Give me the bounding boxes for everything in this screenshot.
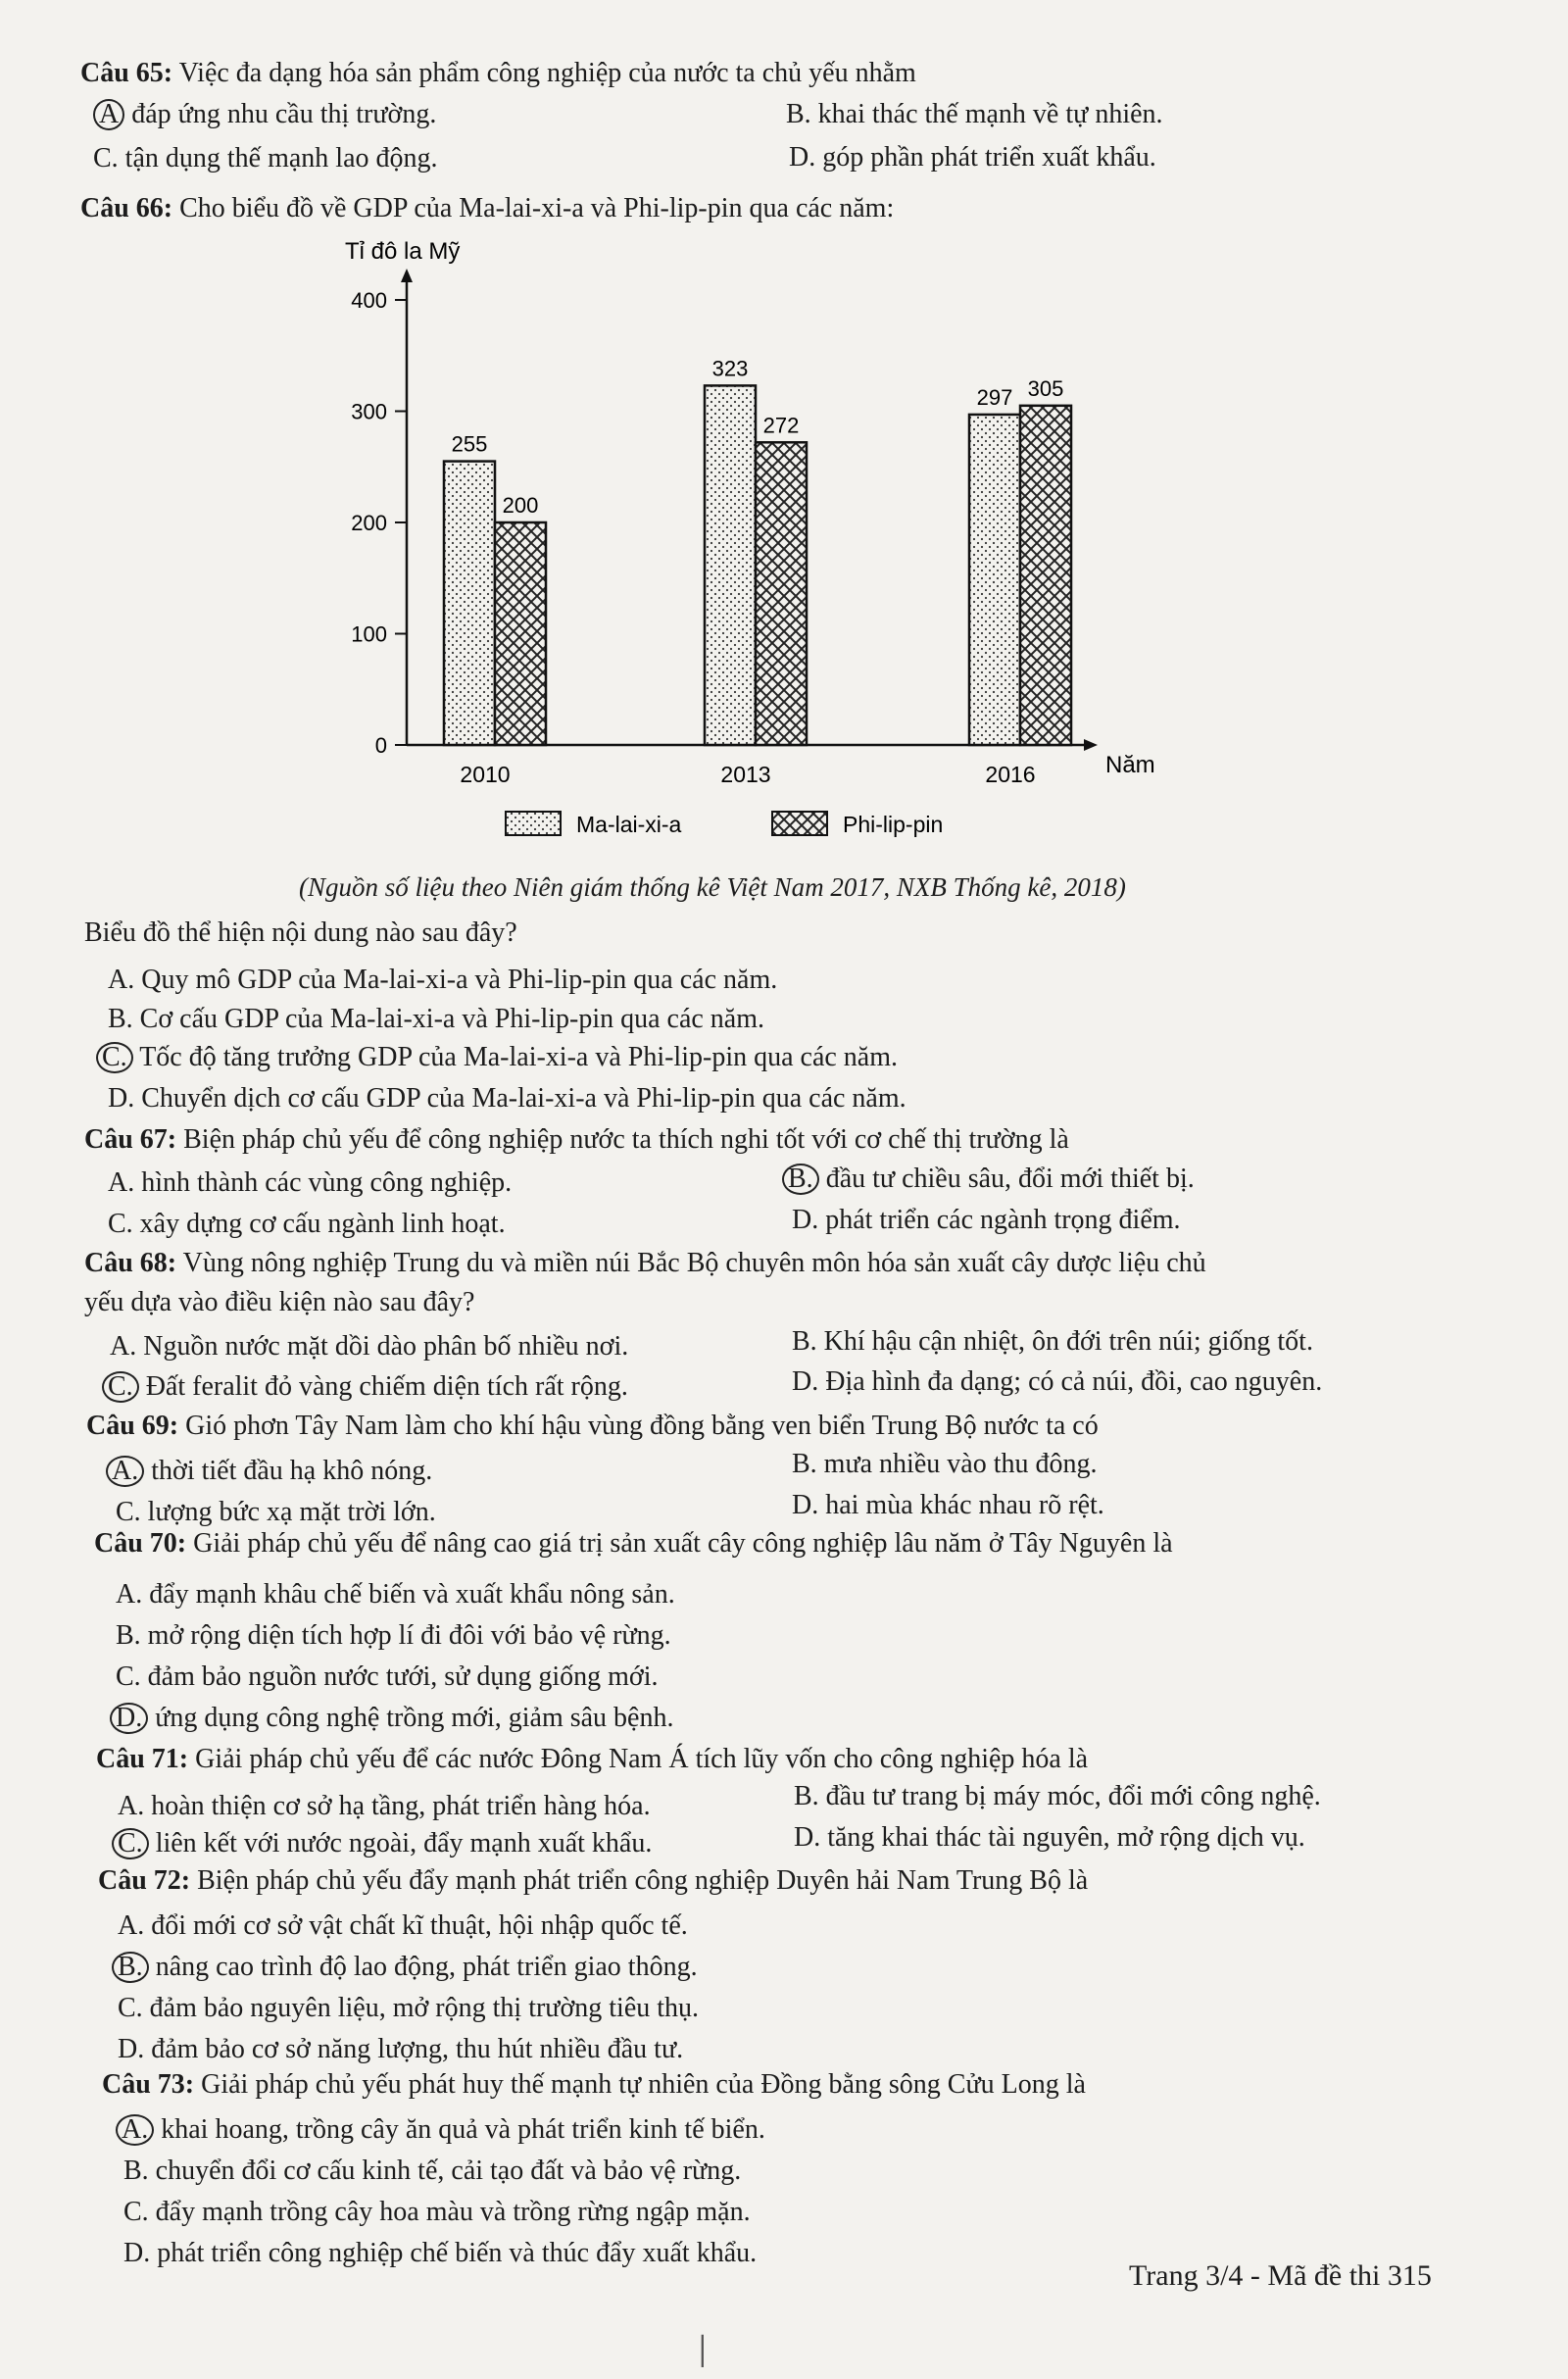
q72-stem: Câu 72: Biện pháp chủ yếu đẩy mạnh phát triển công nghiệp Duyên hải Nam Trung Bộ là bbox=[98, 1865, 1089, 1896]
bar-malaysia-2010 bbox=[444, 462, 495, 745]
legend-swatch bbox=[772, 812, 827, 835]
q68-option-a: A. Nguồn nước mặt dồi dào phân bố nhiều nơi. bbox=[110, 1331, 629, 1362]
q66-option-a: A. Quy mô GDP của Ma-lai-xi-a và Phi-lip-pin qua các năm. bbox=[108, 965, 778, 995]
x-tick-label: 2016 bbox=[985, 762, 1036, 787]
bar-value-label: 323 bbox=[711, 356, 749, 381]
bar-philippines-2010 bbox=[495, 522, 546, 745]
bars bbox=[444, 356, 1071, 745]
q73-option-c: C. đẩy mạnh trồng cây hoa màu và trồng rừng ngập mặn. bbox=[123, 2197, 751, 2227]
y-tick-label: 300 bbox=[351, 399, 387, 424]
answer-circle: C. bbox=[96, 1042, 133, 1073]
y-tick-label: 200 bbox=[351, 511, 387, 535]
bar-value-label: 255 bbox=[451, 431, 488, 457]
q70-option-a: A. đẩy mạnh khâu chế biến và xuất khẩu nông sản. bbox=[116, 1579, 675, 1610]
q70-option-b: B. mở rộng diện tích hợp lí đi đôi với bảo vệ rừng. bbox=[116, 1620, 671, 1651]
bar-value-label: 297 bbox=[976, 384, 1013, 410]
q67-option-a: A. hình thành các vùng công nghiệp. bbox=[108, 1167, 513, 1198]
q70-stem: Câu 70: Giải pháp chủ yếu để nâng cao giá trị sản xuất cây công nghiệp lâu năm ở Tây Nguyên là bbox=[94, 1528, 1173, 1559]
q68-option-d: D. Địa hình đa dạng; có cả núi, đồi, cao nguyên. bbox=[792, 1366, 1323, 1397]
q65-option-d: D. góp phần phát triển xuất khẩu. bbox=[789, 142, 1156, 173]
q65-option-c: C. tận dụng thế mạnh lao động. bbox=[93, 143, 438, 173]
q68-option-c: C. Đất feralit đỏ vàng chiếm diện tích rất rộng. bbox=[102, 1370, 628, 1404]
y-axis-label: Tỉ đô la Mỹ bbox=[345, 238, 461, 265]
q72-option-c: C. đảm bảo nguyên liệu, mở rộng thị trường tiêu thụ. bbox=[118, 1993, 700, 2023]
q71-option-a: A. hoàn thiện cơ sở hạ tầng, phát triển hàng hóa. bbox=[118, 1791, 651, 1821]
q71-option-d: D. tăng khai thác tài nguyên, mở rộng dịch vụ. bbox=[794, 1822, 1305, 1853]
answer-circle: B. bbox=[112, 1952, 149, 1983]
q70-option-d: D. ứng dụng công nghệ trồng mới, giảm sâu bệnh. bbox=[110, 1702, 673, 1735]
y-tick-label: 0 bbox=[374, 733, 387, 758]
q67-stem: Câu 67: Biện pháp chủ yếu để công nghiệp nước ta thích nghi tốt với cơ chế thị trường là bbox=[84, 1124, 1069, 1155]
gdp-bar-chart bbox=[314, 231, 1196, 859]
handwritten-mark: ǀ bbox=[698, 2326, 708, 2378]
legend-label: Ma-lai-xi-a bbox=[576, 812, 682, 837]
answer-circle: A bbox=[93, 99, 124, 130]
q72-option-b: B. nâng cao trình độ lao động, phát triển giao thông. bbox=[112, 1951, 698, 1984]
q70-option-c: C. đảm bảo nguồn nước tưới, sử dụng giống mới. bbox=[116, 1661, 659, 1692]
q66-ask: Biểu đồ thể hiện nội dung nào sau đây? bbox=[84, 917, 517, 948]
q72-option-d: D. đảm bảo cơ sở năng lượng, thu hút nhiều đầu tư. bbox=[118, 2034, 684, 2064]
y-tick-label: 100 bbox=[351, 621, 387, 647]
answer-circle: D. bbox=[110, 1703, 148, 1734]
q69-option-b: B. mưa nhiều vào thu đông. bbox=[792, 1449, 1098, 1479]
answer-circle: B. bbox=[782, 1164, 819, 1195]
x-axis-arrow bbox=[1084, 739, 1098, 751]
answer-circle: C. bbox=[102, 1371, 139, 1403]
page-footer: Trang 3/4 - Mã đề thi 315 bbox=[1129, 2259, 1432, 2292]
q73-stem: Câu 73: Giải pháp chủ yếu phát huy thế mạnh tự nhiên của Đồng bằng sông Cửu Long là bbox=[102, 2069, 1086, 2100]
q66-option-b: B. Cơ cấu GDP của Ma-lai-xi-a và Phi-lip-pin qua các năm. bbox=[108, 1004, 765, 1034]
q67-option-d: D. phát triển các ngành trọng điểm. bbox=[792, 1205, 1181, 1235]
answer-circle: A. bbox=[106, 1456, 144, 1487]
bar-philippines-2013 bbox=[756, 442, 807, 745]
bar-malaysia-2013 bbox=[705, 385, 756, 745]
legend-swatch bbox=[506, 812, 561, 835]
q73-option-a: A. khai hoang, trồng cây ăn quả và phát triển kinh tế biển. bbox=[116, 2113, 765, 2147]
y-axis-arrow bbox=[401, 269, 413, 282]
y-tick-label: 400 bbox=[351, 288, 387, 313]
q68-option-b: B. Khí hậu cận nhiệt, ôn đới trên núi; giống tốt. bbox=[792, 1326, 1313, 1357]
q66-option-d: D. Chuyển dịch cơ cấu GDP của Ma-lai-xi-a và Phi-lip-pin qua các năm. bbox=[108, 1083, 906, 1114]
q67-option-b: B. đầu tư chiều sâu, đổi mới thiết bị. bbox=[782, 1163, 1195, 1196]
q65-stem: Câu 65: Việc đa dạng hóa sản phẩm công nghiệp của nước ta chủ yếu nhằm bbox=[80, 58, 916, 88]
answer-circle: C. bbox=[112, 1828, 149, 1859]
q71-option-c: C. liên kết với nước ngoài, đẩy mạnh xuất khẩu. bbox=[112, 1827, 652, 1860]
q73-option-d: D. phát triển công nghiệp chế biến và thúc đẩy xuất khẩu. bbox=[123, 2238, 758, 2268]
legend-label: Phi-lip-pin bbox=[843, 812, 944, 837]
legend bbox=[506, 812, 943, 837]
x-axis-label: Năm bbox=[1105, 752, 1155, 778]
x-tick-label: 2010 bbox=[460, 762, 511, 787]
q66-option-c: C. Tốc độ tăng trưởng GDP của Ma-lai-xi-a và Phi-lip-pin qua các năm. bbox=[96, 1041, 898, 1074]
q69-option-c: C. lượng bức xạ mặt trời lớn. bbox=[116, 1497, 436, 1527]
y-ticks bbox=[351, 288, 407, 758]
q71-option-b: B. đầu tư trang bị máy móc, đổi mới công nghệ. bbox=[794, 1781, 1321, 1811]
q68-stem-cont: yếu dựa vào điều kiện nào sau đây? bbox=[84, 1287, 475, 1317]
q69-stem: Câu 69: Gió phơn Tây Nam làm cho khí hậu vùng đồng bằng ven biển Trung Bộ nước ta có bbox=[86, 1411, 1099, 1441]
bar-philippines-2016 bbox=[1020, 406, 1071, 745]
q67-option-c: C. xây dựng cơ cấu ngành linh hoạt. bbox=[108, 1209, 506, 1239]
x-labels bbox=[460, 762, 1035, 787]
q73-option-b: B. chuyển đổi cơ cấu kinh tế, cải tạo đất và bảo vệ rừng. bbox=[123, 2156, 742, 2186]
q69-option-d: D. hai mùa khác nhau rõ rệt. bbox=[792, 1490, 1104, 1520]
chart-source: (Nguồn số liệu theo Niên giám thống kê Việt Nam 2017, NXB Thống kê, 2018) bbox=[299, 872, 1126, 902]
q69-option-a: A. thời tiết đầu hạ khô nóng. bbox=[106, 1455, 432, 1488]
q65-option-b: B. khai thác thế mạnh về tự nhiên. bbox=[786, 99, 1163, 129]
q65-option-a: A đáp ứng nhu cầu thị trường. bbox=[93, 98, 436, 131]
q68-stem: Câu 68: Vùng nông nghiệp Trung du và miền núi Bắc Bộ chuyên môn hóa sản xuất cây dược liệu chủ bbox=[84, 1248, 1206, 1278]
q66-stem: Câu 66: Cho biểu đồ về GDP của Ma-lai-xi-a và Phi-lip-pin qua các năm: bbox=[80, 193, 895, 223]
x-tick-label: 2013 bbox=[720, 762, 771, 787]
bar-value-label: 200 bbox=[502, 493, 539, 518]
bar-value-label: 272 bbox=[762, 413, 800, 438]
q71-stem: Câu 71: Giải pháp chủ yếu để các nước Đông Nam Á tích lũy vốn cho công nghiệp hóa là bbox=[96, 1744, 1089, 1774]
bar-value-label: 305 bbox=[1027, 375, 1064, 401]
answer-circle: A. bbox=[116, 2114, 154, 2146]
bar-malaysia-2016 bbox=[969, 415, 1020, 745]
q72-option-a: A. đổi mới cơ sở vật chất kĩ thuật, hội nhập quốc tế. bbox=[118, 1910, 688, 1941]
